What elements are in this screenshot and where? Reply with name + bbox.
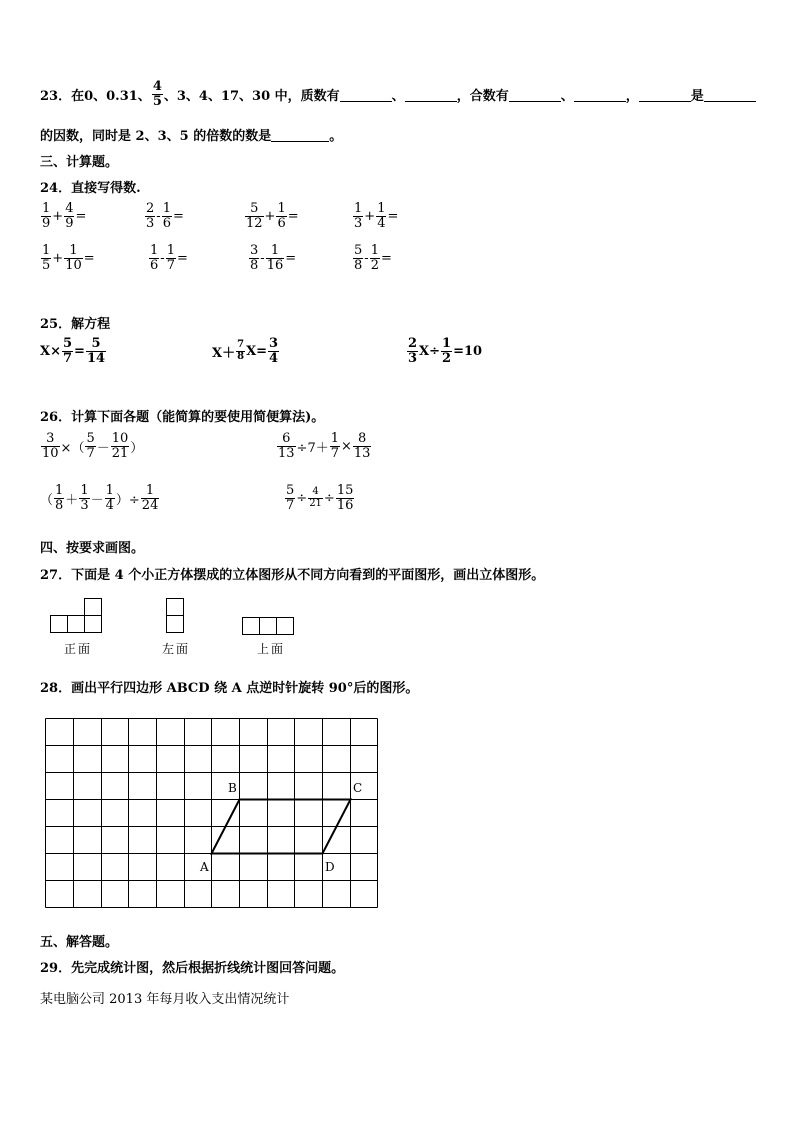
q28-label-d: D [325, 860, 335, 874]
section-4-heading: 四、按要求画图。 [40, 541, 145, 556]
q24-item-3: $\frac{5}{12}$ + $\frac{1}{6}$ = [246, 201, 299, 231]
q25-equation-3: $\frac{2}{3}$ X÷ $\frac{1}{2}$ =10 [408, 336, 483, 366]
q26-title: 26．计算下面各题（能简算的要使用简便算法)。 [40, 410, 325, 425]
q27-front-label: 正面 [64, 642, 93, 656]
q24-item-6: $\frac{1}{6}$ - $\frac{1}{7}$ = [150, 243, 188, 273]
q23-prime-blank-2[interactable] [405, 87, 457, 102]
q24-item-8: $\frac{5}{8}$ - $\frac{1}{2}$ = [354, 243, 392, 273]
q28-label-c: C [353, 781, 363, 795]
q27-top-label: 上面 [257, 642, 286, 656]
q24-item-4: $\frac{1}{3}$ + $\frac{1}{4}$ = [354, 201, 399, 231]
q26-expression-3: （ $\frac{1}{8}$ ＋ $\frac{1}{3}$ － $\frac{1}{4}$ ）÷ $\frac{1}{24}$ [40, 483, 159, 513]
q23-line2 [40, 125, 342, 144]
q24-item-5: $\frac{1}{5}$ + $\frac{1}{10}$ = [42, 243, 95, 273]
q24-item-7: $\frac{3}{8}$ - $\frac{1}{16}$ = [250, 243, 297, 273]
q25-equation-2: X＋ $\frac{7}{8}$ X= $\frac{3}{4}$ [212, 336, 279, 366]
q28-label-b: B [228, 781, 237, 795]
q29-chart-subtitle: 某电脑公司 2013 年每月收入支出情况统计 [40, 992, 290, 1007]
q28-title: 28．画出平行四边形 ABCD 绕 A 点逆时针旋转 90°后的图形。 [40, 681, 419, 696]
q23-list: 、3、4、17、30 中，质数有 [163, 88, 340, 104]
q23-shi: 是 [690, 88, 704, 104]
q23-line1 [40, 80, 756, 108]
q24-title: 24．直接写得数. [40, 181, 141, 196]
q23-comma1: ，合数有 [456, 88, 509, 104]
q27-title: 27．下面是 4 个小正方体摆成的立体图形从不同方向看到的平面图形，画出立体图形。 [40, 568, 545, 583]
q23-prefix: 在0、0.31、 [71, 88, 151, 104]
q23-frac-den: 5 [152, 93, 162, 109]
q23-comma2: ， [625, 88, 639, 104]
q23-prime-blank-1[interactable] [340, 87, 392, 102]
q23-blank-a[interactable] [639, 87, 691, 102]
q24-item-2: $\frac{2}{3}$ - $\frac{1}{6}$ = [146, 201, 184, 231]
q25-title: 25．解方程 [40, 317, 111, 332]
q26-expression-1: $\frac{3}{10}$ ×（ $\frac{5}{7}$ － $\frac{10}{21}$ ） [42, 431, 144, 461]
q28-grid-figure [40, 714, 385, 914]
q27-left-label: 左面 [162, 642, 191, 656]
q27-top-view [242, 617, 293, 635]
q23-line2-text: 的因数，同时是 2、3、5 的倍数的数是 [40, 129, 272, 144]
q27-left-view [166, 598, 183, 633]
q27-front-view [50, 598, 101, 633]
q23-frac-num: 4 [152, 79, 162, 94]
q24-item-1: $\frac{1}{9}$ + $\frac{4}{9}$ = [42, 201, 87, 231]
q23-number: 23． [40, 88, 72, 104]
q23-blank-b[interactable] [704, 87, 756, 102]
q23-sep2: 、 [560, 88, 574, 104]
section-5-heading: 五、解答题。 [40, 935, 119, 950]
q25-equation-1: X× $\frac{5}{7}$ = $\frac{5}{14}$ [40, 336, 106, 366]
q23-composite-blank-2[interactable] [574, 87, 626, 102]
q28-label-a: A [200, 860, 209, 874]
q23-multiple-blank[interactable] [271, 127, 329, 142]
q28-grid [46, 719, 378, 908]
q23-sep1: 、 [391, 88, 405, 104]
q29-title: 29．先完成统计图，然后根据折线统计图回答问题。 [40, 961, 345, 976]
section-3-heading: 三、计算题。 [40, 155, 119, 170]
q26-expression-4: $\frac{5}{7}$ ÷ $\frac{4}{21}$ ÷ $\frac{15}{16}$ [286, 483, 354, 513]
q26-expression-2: $\frac{6}{13}$ ÷7＋ $\frac{1}{7}$ × $\frac{8}{13}$ [278, 431, 371, 461]
q23-fraction [152, 80, 163, 108]
q23-end: 。 [329, 129, 343, 144]
q23-composite-blank-1[interactable] [509, 87, 561, 102]
